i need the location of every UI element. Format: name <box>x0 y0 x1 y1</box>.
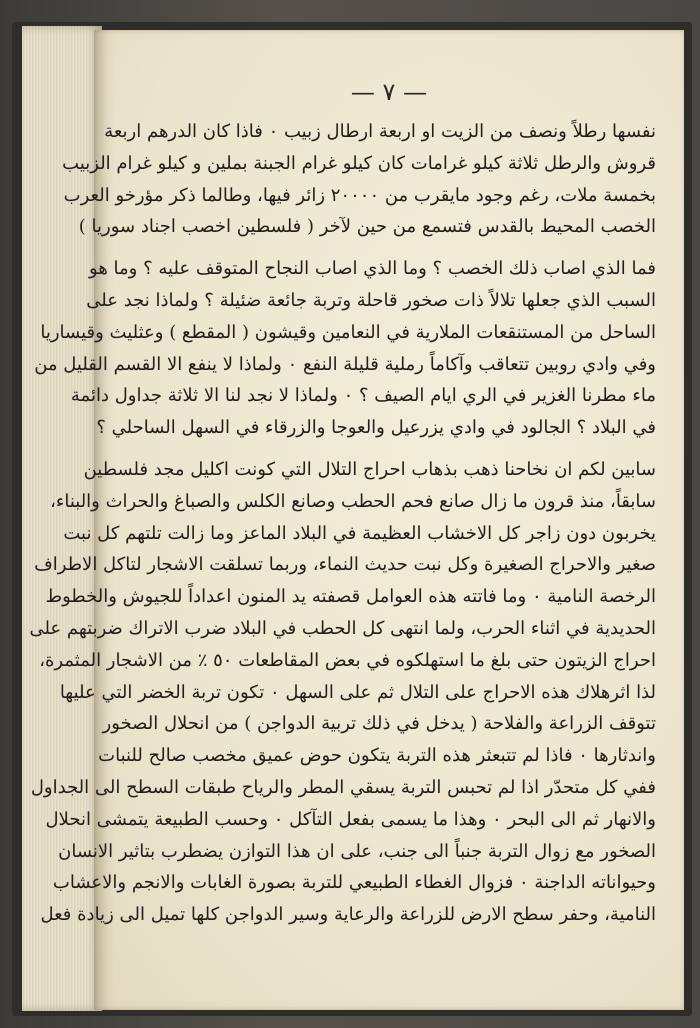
text-line: الخصب المحيط بالقدس فتسمع من حين لآخر ( فلسطين اخصب اجناد سوريا ) <box>78 216 656 238</box>
page-number: — ٧ — <box>350 78 428 106</box>
text-line: احراج الزيتون حتى بلغ ما استهلكوه في بعض المقاطعات ٥٠ ٪ من الاشجار المثمرة، <box>39 649 656 671</box>
text-line: وحيواناته الداجنة ٠ فزوال الغطاء الطبيعي للتربة بصورة الغابات والانجم والاعشاب <box>52 872 656 894</box>
text-line: لذا اثرهلاك هذه الاحراج على التلال ثم على السهل ٠ تكون تربة الخضر التي عليها <box>59 681 656 703</box>
text-line: السبب الذي جعلها تلالاً ذات صخور قاحلة وتربة جائعة ضئيلة ؟ ولماذا نجد على <box>86 289 656 311</box>
text-line: سابقاً، منذ قرون ما زال صانع فحم الحطب وصانع الكلس والصباغ والحراث والبناء، <box>50 490 656 512</box>
paragraph <box>62 116 656 243</box>
text-line: سابين لكم ان نخاحنا ذهب بذهاب احراج التلال التي كونت اكليل مجد فلسطين <box>83 458 656 480</box>
paragraph <box>34 253 656 444</box>
book-page <box>29 30 684 1010</box>
text-line: الرخصة النامية ٠ وما فاتته هذه العوامل قصفته يد المنون اعداداً للجيوش والخطوط <box>45 586 656 608</box>
page-body-text <box>29 116 656 931</box>
text-line: الحديدية في اثناء الحرب، ولما انتهى كل الحطب في البلاد ضرب الاتراك ضربتهم على <box>29 617 656 639</box>
text-line: فما الذي اصاب ذلك الخصب ؟ وما الذي اصاب النجاح المتوقف عليه ؟ وما هو <box>89 258 656 280</box>
paragraph <box>29 454 656 931</box>
text-line: يخربون دون زاجر كل الاخشاب العظيمة في البلاد الماعز وما زالت تلتهم كل نبت <box>63 522 656 544</box>
text-line: وفي وادي روبين تتعاقب وآكاماً رملية قليلة النفع ٠ ولماذا لا ينفع الا القسم القليل من <box>34 353 656 375</box>
text-line: قروش والرطل ثلاثة كيلو غرامات كان كيلو غرام الجبنة بملين و كيلو غرام الزبيب <box>62 152 656 174</box>
text-line: واندثارها ٠ فاذا لم تتبعثر هذه التربة يتكون حوض عميق مخصب صالح للنبات <box>98 745 656 767</box>
text-line: النامية، وحفر سطح الارض للزراعة والرعاية وسير الدواجن كلها تميل الى زيادة فعل <box>40 904 656 926</box>
text-line: بخمسة ملات، رغم وجود مايقرب من ٢٠٠٠٠ زائر فيها، وطالما ذكر مؤرخو العرب <box>63 184 656 206</box>
text-line: ففي كل متحدّر اذا لم تحبس التربة يسقي المطر والرياح طبقات السطح الى الجداول <box>30 776 656 798</box>
text-line: في البلاد ؟ الجالود في وادي يزرعيل والعوجا والزرقاء في السهل الساحلي ؟ <box>96 417 656 439</box>
text-line: ماء مطرنا الغزير في الري ايام الصيف ؟ ٠ ولماذا لا نجد لنا الا ثلاثة جداول دائمة <box>70 385 656 407</box>
text-line: الساحل من المستنقعات الملارية في النعامين وقيشون ( المقطع ) وعثليث وقيساريا <box>40 321 656 343</box>
text-line: تتوقف الزراعة والفلاحة ( يدخل في ذلك تربية الدواجن ) من انحلال الصخور <box>102 713 656 735</box>
text-line: صغير والاحراج الصغيرة وكل نبت حديث النماء، وربما تسلقت الاشجار لتاكل الاطراف <box>34 554 656 576</box>
text-line: والانهار ثم الى البحر ٠ وهذا ما يسمى بفعل التآكل ٠ وحسب الطبيعة يتمشى انحلال <box>45 808 656 830</box>
text-line: نفسها رطلاً ونصف من الزيت او اربعة ارطال زبيب ٠ فاذا كان الدرهم اربعة <box>104 121 656 142</box>
text-line: الصخور مع زوال التربة جنباً الى جنب، على ان هذا التوازن يضطرب بتاثير الانسان <box>58 840 656 862</box>
